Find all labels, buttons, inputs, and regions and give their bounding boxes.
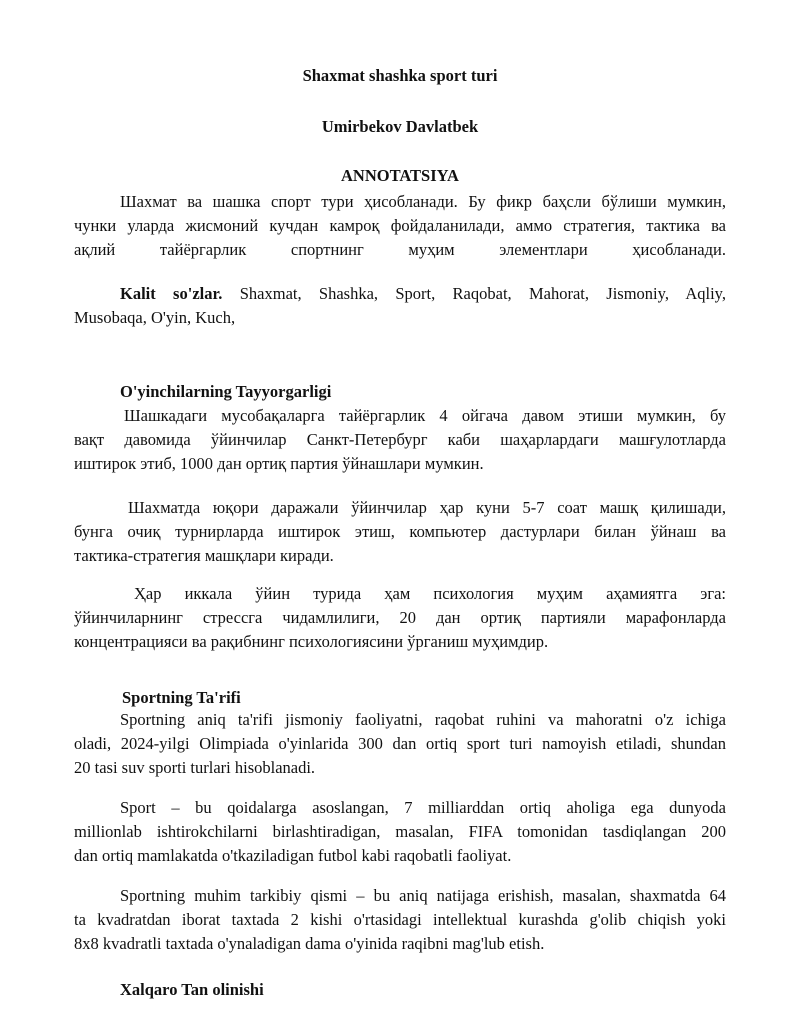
paragraph-line: Sportning aniq ta'rifi jismoniy faoliyatni, raqobat ruhini va mahoratni o'z ichiga [120,710,726,729]
paragraph-line: бунга очиқ турнирларда иштирок этиш, компьютер дастурлари билан ўйнаш ва [74,522,726,541]
paragraph-line: 8x8 kvadratli taxtada o'ynaladigan dama o'yinida raqibni mag'lub etish. [74,934,545,953]
paragraph-line: oladi, 2024-yilgi Olimpiada o'yinlarida 300 dan ortiq sport turi namoyish etiladi, shundan [74,734,726,753]
keywords-list: Shaxmat, Shashka, Sport, Raqobat, Mahorat, Jismoniy, Aqliy, [239,284,726,303]
abstract-line: чунки уларда жисмоний кучдан камроқ фойдаланилади, аммо стратегия, тактика ва [74,216,726,235]
author-name: Umirbekov Davlatbek [321,117,479,136]
section-heading-definition: Sportning Ta'rifi [122,688,241,707]
paragraph-line: Шашкадаги мусобақаларга тайёргарлик 4 ойгача давом этиши мумкин, бу [124,406,726,425]
abstract-line: Шахмат ва шашка спорт тури ҳисобланади. Бу фикр баҳсли бўлиши мумкин, [120,192,726,211]
paragraph-line: Sport – bu qoidalarga asoslangan, 7 milliarddan ortiq aholiga ega dunyoda [120,798,726,817]
paragraph-line: millionlab ishtirokchilarni birlashtiradigan, masalan, FIFA tomonidan tasdiqlangan 200 [74,822,726,841]
keywords-line-2: Musobaqa, O'yin, Kuch, [74,308,236,327]
paragraph-line: ta kvadratdan iborat taxtada 2 kishi o'rtasidagi intellektual kurashda g'olib chiqish yoki [74,910,726,929]
paragraph-line: 20 tasi suv sporti turlari hisoblanadi. [74,758,316,777]
abstract-heading: ANNOTATSIYA [341,166,459,185]
paragraph-line: вақт давомида ўйинчилар Санкт-Петербург каби шаҳарлардаги машғулотларда [74,430,726,449]
keywords-label: Kalit so'zlar. [120,284,223,303]
document-title: Shaxmat shashka sport turi [302,66,498,85]
paragraph-line: тактика-стратегия машқлари киради. [74,546,334,565]
paragraph-line: dan ortiq mamlakatda o'tkaziladigan futbol kabi raqobatli faoliyat. [74,846,512,865]
abstract-line: ақлий тайёргарлик спортнинг муҳим элементлари ҳисобланади. [74,240,726,259]
paragraph-line: Sportning muhim tarkibiy qismi – bu aniq natijaga erishish, masalan, shaxmatda 64 [120,886,726,905]
paragraph-line: ўйинчиларнинг стрессга чидамлилиги, 20 дан ортиқ партияли марафонларда [74,608,726,627]
section-heading-preparation: O'yinchilarning Tayyorgarligi [120,382,332,401]
paragraph-line: Шахматда юқори даражали ўйинчилар ҳар куни 5-7 соат машқ қилишади, [128,498,726,517]
paragraph-line: концентрацияси ва рақибнинг психологиясини ўрганиш муҳимдир. [74,632,549,651]
paragraph-line: иштирок этиб, 1000 дан ортиқ партия ўйнашлари мумкин. [74,454,484,473]
section-heading-recognition: Xalqaro Tan olinishi [120,980,264,999]
paragraph-line: Ҳар иккала ўйин турида ҳам психология муҳим аҳамиятга эга: [134,584,726,603]
keywords-line [120,284,726,304]
